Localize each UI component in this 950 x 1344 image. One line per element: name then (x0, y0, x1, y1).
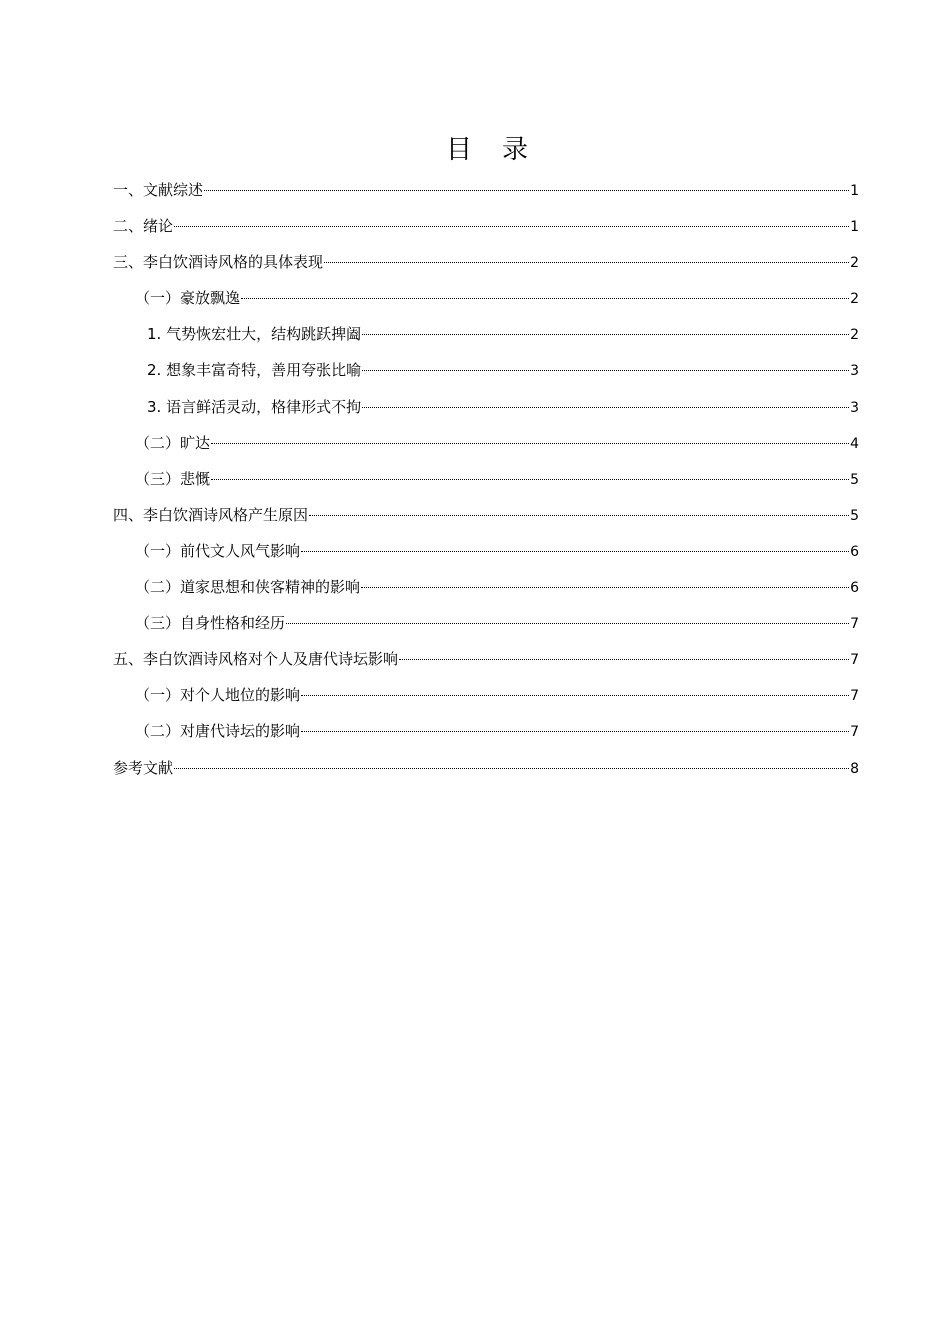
toc-entry-page: 7 (850, 616, 859, 633)
toc-entry[interactable] (113, 750, 859, 786)
toc-entry-page: 2 (850, 255, 859, 272)
toc-dot-leader (309, 514, 849, 516)
toc-dot-leader (301, 550, 849, 552)
toc-entry[interactable] (113, 208, 859, 244)
toc-dot-leader (362, 333, 849, 335)
toc-entry-text: （一）对个人地位的影响 (135, 686, 301, 705)
toc-entry[interactable] (113, 605, 859, 641)
toc-entry-text: （二）道家思想和侠客精神的影响 (135, 578, 361, 597)
toc-entry-page: 7 (850, 688, 859, 705)
toc-entry-text: 四、李白饮酒诗风格产生原因 (113, 505, 309, 524)
toc-title (0, 130, 950, 170)
toc-list (113, 172, 859, 786)
toc-entry-page: 2 (850, 327, 859, 344)
toc-entry-text: 二、绪论 (113, 217, 174, 236)
toc-dot-leader (399, 658, 849, 660)
toc-entry[interactable] (113, 677, 859, 713)
toc-entry[interactable] (113, 569, 859, 605)
toc-entry-page: 2 (850, 291, 859, 308)
toc-entry-text: 一、文献综述 (113, 181, 204, 199)
toc-entry-text: （一）前代文人风气影响 (135, 541, 301, 560)
toc-entry-page: 3 (850, 363, 859, 380)
toc-entry-page: 5 (850, 507, 859, 524)
toc-entry[interactable] (113, 316, 859, 352)
toc-entry-text: （一）豪放飘逸 (135, 289, 241, 308)
toc-dot-leader (362, 406, 849, 408)
toc-entry-page: 7 (850, 652, 859, 669)
toc-entry-text: 参考文献 (113, 758, 174, 777)
toc-entry-page: 7 (850, 724, 859, 741)
toc-dot-leader (211, 442, 849, 444)
toc-dot-leader (241, 297, 849, 299)
toc-entry[interactable] (113, 389, 859, 425)
toc-entry[interactable] (113, 244, 859, 280)
toc-entry[interactable] (113, 713, 859, 749)
toc-entry-text: （三）自身性格和经历 (135, 614, 286, 633)
toc-entry-text: 三、李白饮酒诗风格的具体表现 (113, 253, 324, 272)
toc-entry-page: 3 (850, 399, 859, 416)
toc-entry-text: 1. 气势恢宏壮大，结构跳跃捭阖 (147, 325, 362, 344)
toc-dot-leader (174, 225, 849, 227)
toc-entry[interactable] (113, 352, 859, 388)
toc-entry[interactable] (113, 461, 859, 497)
toc-entry[interactable] (113, 280, 859, 316)
toc-title-char-2: 录 (502, 135, 529, 165)
toc-entry-page: 1 (850, 219, 859, 236)
toc-entry-text: （三）悲慨 (135, 469, 211, 488)
toc-entry-page: 6 (850, 543, 859, 560)
toc-dot-leader (361, 586, 849, 588)
toc-entry-text: （二）对唐代诗坛的影响 (135, 722, 301, 741)
toc-entry[interactable] (113, 641, 859, 677)
toc-entry-text: （二）旷达 (135, 433, 211, 452)
toc-entry-page: 4 (850, 435, 859, 452)
toc-entry[interactable] (113, 172, 859, 208)
toc-entry-page: 1 (850, 183, 859, 199)
toc-dot-leader (362, 369, 849, 371)
toc-entry-text: 2. 想象丰富奇特，善用夸张比喻 (147, 361, 362, 380)
toc-entry[interactable] (113, 533, 859, 569)
toc-entry[interactable] (113, 425, 859, 461)
toc-dot-leader (286, 622, 849, 624)
toc-dot-leader (211, 478, 849, 480)
toc-dot-leader (301, 694, 849, 696)
toc-entry-text: 3. 语言鲜活灵动，格律形式不拘 (147, 397, 362, 416)
toc-title-char-1: 目 (445, 135, 472, 165)
toc-entry-page: 8 (850, 760, 859, 777)
toc-entry-page: 6 (850, 580, 859, 597)
toc-dot-leader (324, 261, 849, 263)
toc-entry[interactable] (113, 497, 859, 533)
toc-entry-page: 5 (850, 471, 859, 488)
toc-entry-text: 五、李白饮酒诗风格对个人及唐代诗坛影响 (113, 650, 399, 669)
toc-dot-leader (174, 767, 849, 769)
toc-dot-leader (204, 189, 849, 191)
toc-dot-leader (301, 730, 849, 732)
